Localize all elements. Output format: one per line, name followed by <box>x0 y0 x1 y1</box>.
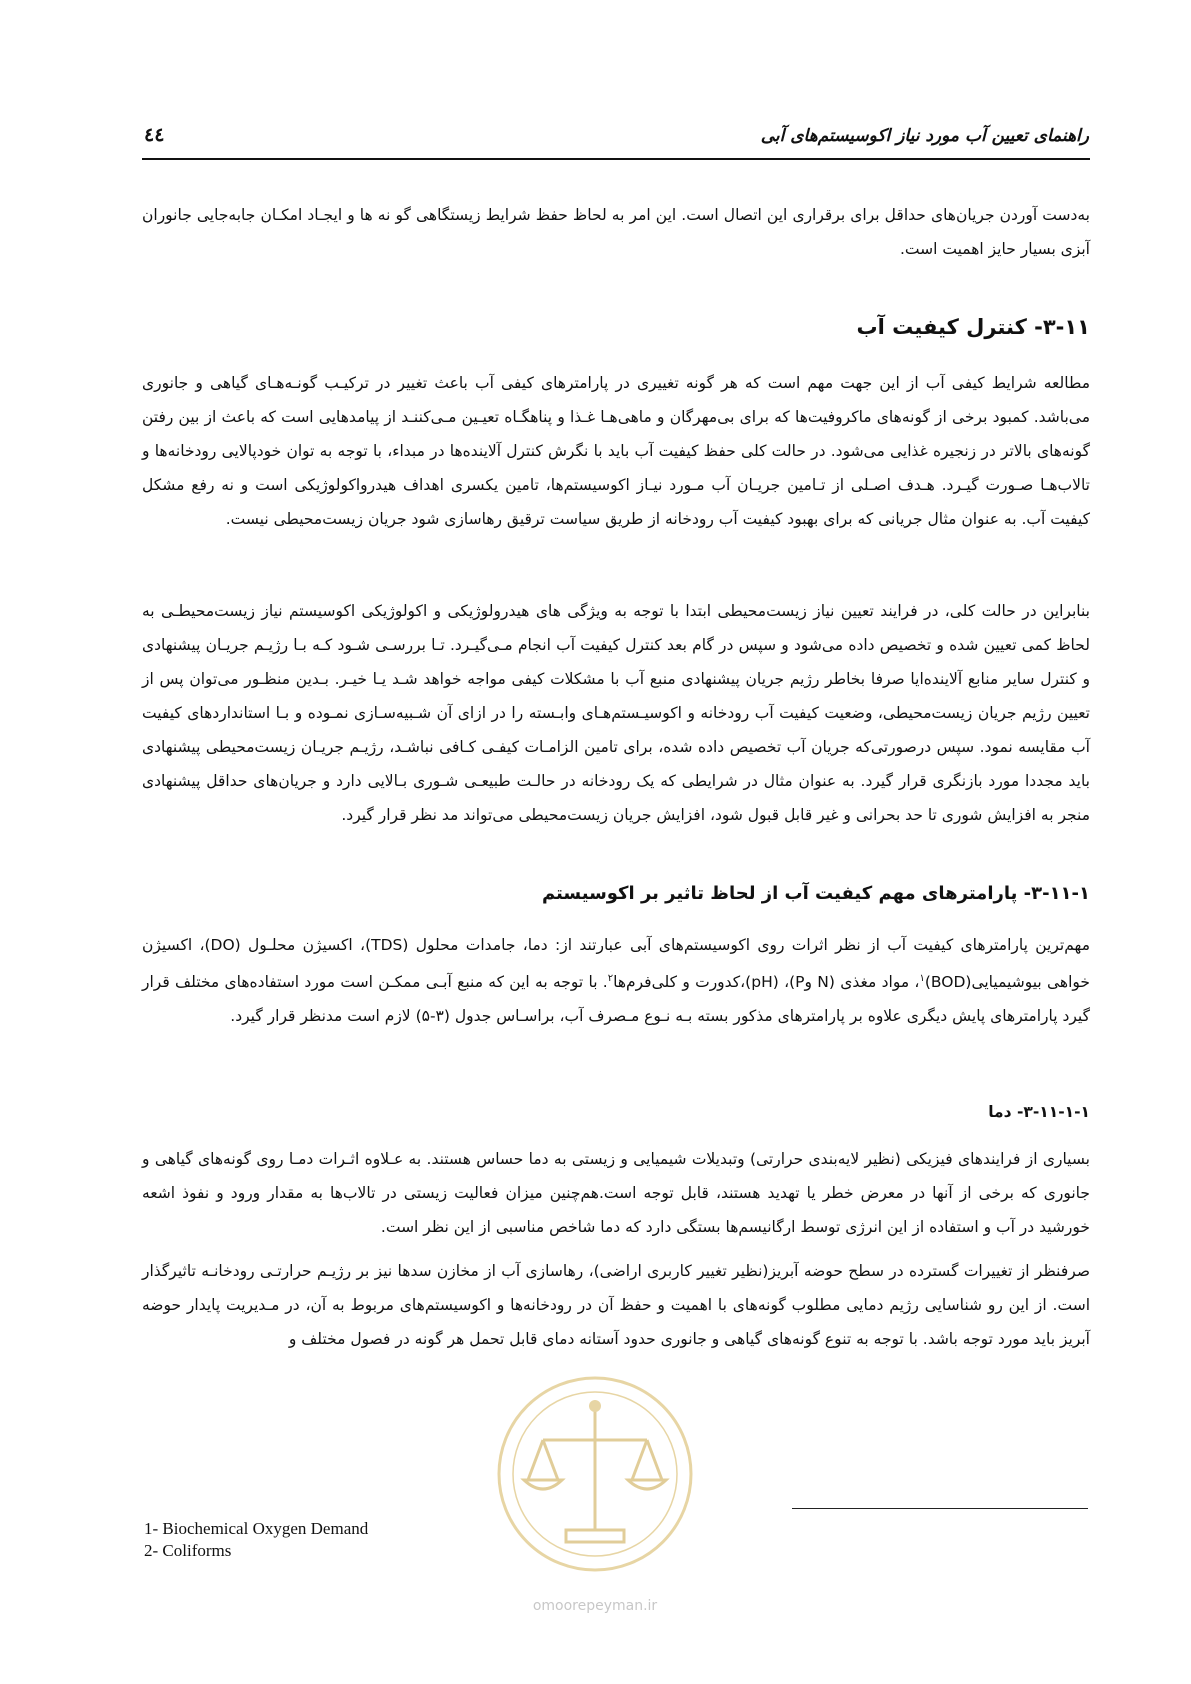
paragraph-parameters <box>142 928 1090 1033</box>
paragraph-water-quality: مطالعه شرایط کیفی آب از این جهت مهم است که هر گونه تغییری در پارامترهای کیفی آب باعث تغییر در ترکیـب گونـه‌هـای گیاهی و جانوری می‌باشد. کمبود برخی از گونه‌های ماکروفیت‌ها که برای بی‌مهرگان و ماهی‌هـا غـذا و پناهگـاه تعیـین مـی‌کننـد از پیامدهایی است که باعث از بین رفتن گونه‌های بالاتر در زنجیره غذایی می‌شود. در حالت کلی حفظ کیفیت آب باید با نگرش کنترل آلاینده‌ها در مبداء، با توجه به توان خودپالایی رودخانه‌ها و تالاب‌هـا صـورت گیـرد. هـدف اصـلی از تـامین جریـان آب مـورد نیـاز اکوسیستم‌ها، تامین یکسری اهداف هیدرواکولوژیکی است و نه رفع مشکل کیفیت آب. به عنوان مثال جریانی که برای بهبود کیفیت آب رودخانه از طریق سیاست ترقیق رهاسازی شود جریان زیست‌محیطی نیست. <box>142 374 1090 528</box>
section-heading-3-11: ۳-۱۱- کنترل کیفیت آب <box>856 315 1090 339</box>
footnote-1: 1- Biochemical Oxygen Demand <box>144 1519 369 1538</box>
footnote-2: 2- Coliforms <box>144 1541 232 1560</box>
footnotes <box>144 1518 368 1562</box>
footnote-ref-2[interactable]: ۲ <box>607 973 614 984</box>
parameters-text-3: . با توجه به این که منبع آبـی ممکـن است مورد استفاده‌های مختلف قرار گیرد پارامترهای پایش دیگری علاوه بر پارامترهای مذکور بسته بـه نـوع مـصرف آب، براسـاس جدول (۳-۵) لازم است مدنظر قرار گیرد. <box>142 973 1090 1026</box>
watermark <box>488 1362 702 1622</box>
parameters-text-2: ، مواد مغذی (N وP)، (pH)،کدورت و کلی‌فرم‌ها <box>613 973 920 992</box>
paragraph-quality-control: بنابراین در حالت کلی، در فرایند تعیین نیاز زیست‌محیطی ابتدا با توجه به ویژگی های هیدرولوژیکی و اکولوژیکی اکوسیستم نیاز زیست‌محیطـی به لحاظ کمی تعیین شده و تخصیص داده می‌شود و سپس در گام بعد کنترل کیفیت آب انجام مـی‌گیـرد. تـا بررسـی شـود کـه بـا رژیـم جریـان پیشنهادی و کنترل سایر منابع آلاینده‌ایا صرفا بخاطر رژیم جریان پیشنهادی منبع آب با مشکلات کیفی مواجه خواهد شـد یـا خیـر. بـدین منظـور می‌توان پس از تعیین رژیم جریان زیست‌محیطی، وضعیت کیفیت آب رودخانه و اکوسیـستم‌هـای وابـسته را در ازای آن شـبیه‌سـازی نمـوده و بـا استانداردهای کیفیت آب مقایسه نمود. سپس درصورتی‌که جریان آب تخصیص داده شده، برای تامین الزامـات کیفـی کـافی نباشـد، رژیـم جریـان زیست‌محیطی پیشنهادی باید مجددا مورد بازنگری قرار گیرد. به عنوان مثال در شرایطی که یک رودخانه در حالـت طبیعـی شـوری بـالایی دارد و جریان‌های حداقل پیشنهادی منجر به افزایش شوری تا حد بحرانی و غیر قابل قبول شود، افزایش جریان زیست‌محیطی می‌تواند مد نظر قرار گیرد. <box>142 602 1090 824</box>
section-heading-3-11-1: ۳-۱۱-۱- پارامترهای مهم کیفیت آب از لحاظ تاثیر بر اکوسیستم <box>541 883 1090 904</box>
header-rule <box>142 158 1090 160</box>
footnote-rule <box>792 1508 1088 1509</box>
paragraph-temperature: بسیاری از فرایندهای فیزیکی (نظیر لایه‌بندی حرارتی) وتبدیلات شیمیایی و زیستی به دما حساس هستند. به عـلاوه اثـرات دمـا روی گونه‌های گیاهی و جانوری که برخی از آنها در معرض خطر یا تهدید هستند، قابل توجه است.هم‌چنین میزان فعالیت زیستی در تالاب‌ها به مقدار ورود و نفوذ اشعه خورشید در آب و استفاده از این انرژی توسط ارگانیسم‌ها بستگی دارد که دما شاخص مناسبی از این نظر است. <box>142 1150 1090 1236</box>
page-number: ٤٤ <box>144 124 165 146</box>
running-header <box>144 126 1089 156</box>
footnote-ref-1[interactable]: ۱ <box>919 973 925 984</box>
scales-of-justice-seal-icon <box>488 1362 702 1594</box>
parameters-text-1: مهم‌ترین پارامترهای کیفیت آب از نظر اثرات روی اکوسیستم‌های آبی عبارتند از: دما، جامدات محلول (TDS)، اکسیژن محلـول (DO)، اکسیژن خواهی بیوشیمیایی(BOD) <box>142 936 1091 992</box>
watermark-text: omoorepeyman.ir <box>532 1598 658 1614</box>
section-heading-3-11-1-1: ۳-۱۱-۱-۱- دما <box>988 1103 1090 1121</box>
intro-paragraph: به‌دست آوردن جریان‌های حداقل برای برقراری این اتصال است. این امر به لحاظ حفظ شرایط زیستگاهی گو نه ها و ایجـاد امکـان جابه‌جایی جانوران آبزی بسیار حایز اهمیت است. <box>142 206 1090 258</box>
header-title: راهنمای تعیین آب مورد نیاز اکوسیستم‌های آبی <box>760 126 1089 146</box>
paragraph-temperature-regime: صرفنظر از تغییرات گسترده در سطح حوضه آبریز(نظیر تغییر کاربری اراضی)، رهاسازی آب از مخازن سدها نیز بر رژیـم حرارتـی رودخانـه تاثیرگذار است. از این رو شناسایی رژیم دمایی مطلوب گونه‌های با اهمیت و حفظ آن در رودخانه‌ها و اکوسیستم‌های مربوط به آن، در مـدیریت پایدار حوضه آبریز باید مورد توجه باشد. با توجه به تنوع گونه‌های گیاهی و جانوری حدود آستانه دمای قابل تحمل هر گونه در فصول مختلف و <box>142 1262 1090 1348</box>
